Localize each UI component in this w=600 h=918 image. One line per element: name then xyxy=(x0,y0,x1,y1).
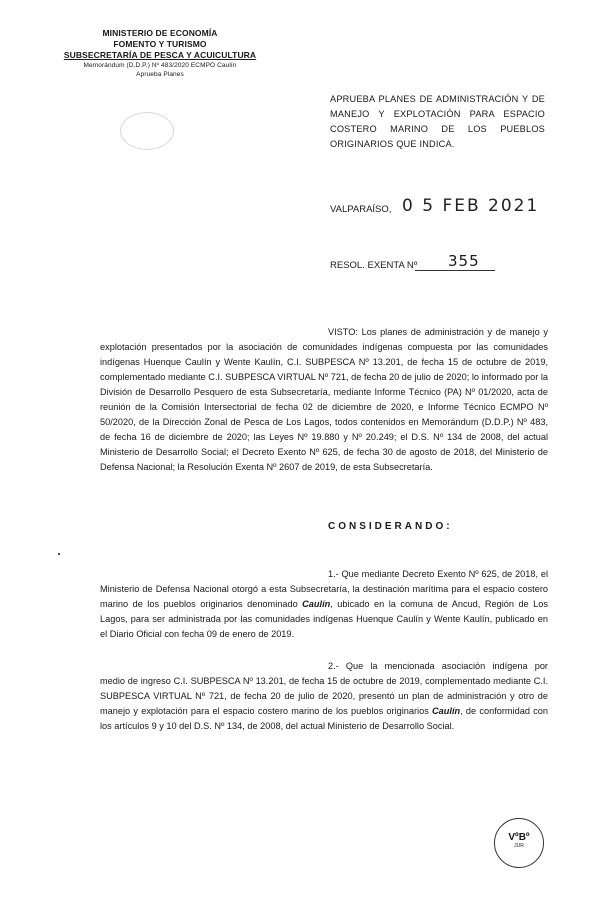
resolution-title: APRUEBA PLANES DE ADMINISTRACIÓN Y DE MANEJO Y EXPLOTACIÓN PARA ESPACIO COSTERO MARINO DE LOS PUEBLOS ORIGINARIOS QUE INDICA. xyxy=(330,94,545,149)
memo-reference: Memorándum (D.D.P.) Nº 483/2020 ECMPO Caulín xyxy=(83,62,237,69)
resolution-number xyxy=(330,252,550,276)
visto-lead: VISTO: xyxy=(328,327,358,337)
letterhead xyxy=(60,28,260,79)
considerando-heading: CONSIDERANDO: xyxy=(328,521,453,532)
ministry-line: MINISTERIO DE ECONOMÍA xyxy=(102,28,218,38)
considerando-1 xyxy=(100,567,548,642)
resolution-number-value: 355 xyxy=(448,252,480,270)
margin-mark xyxy=(58,553,60,555)
seal-sub: JUR xyxy=(514,843,524,849)
ministry-line-2: FOMENTO Y TURISMO xyxy=(113,39,207,49)
c2-text-b: , de conformidad con los artículos 9 y 10 del D.S. Nº 134, de 2008, del actual Ministerio de Desarrollo Social. xyxy=(100,706,548,731)
visto-paragraph xyxy=(100,325,548,475)
subsecretariat-line: SUBSECRETARÍA DE PESCA Y ACUICULTURA xyxy=(63,50,257,60)
c2-place-name: Caulín xyxy=(432,706,461,716)
c2-text-a: 2.- Que la mencionada asociación indígena por medio de ingreso C.I. SUBPESCA Nº 13.201, de fecha 15 de octubre de 2019, complementado mediante C.I. SUBPESCA VIRTUAL Nº 721, de fecha 20 de julio de 2020, presentó un plan de administración y otro de manejo y explotación para el espacio costero marino de los pueblos originarios xyxy=(100,661,548,716)
approval-seal xyxy=(494,818,544,868)
c1-text-b: , ubicado en la comuna de Ancud, Región de Los Lagos, para ser administrada por las comunidades indígenas Huenque Caulín y Wente Kaulín, publicado en el Diario Oficial con fecha 09 de enero de 2019. xyxy=(100,599,548,639)
date-stamp: 0 5 FEB 2021 xyxy=(402,196,540,216)
seal-vb: VºBº xyxy=(508,832,530,843)
visto-text: Los planes de administración y de manejo y explotación presentados por la asociación de comunidades indígenas compuesta por las comunidades indígenas Huenque Caulín y Wente Kaulín, C.I. SUBPESCA Nº 13.201, de fecha 15 de octubre de 2019, complementado mediante C.I. SUBPESCA VIRTUAL Nº 721, de fecha 20 de julio de 2020; lo informado por la División de Desarrollo Pesquero de esta Subsecretaría, mediante Informe Técnico (PA) Nº 01/2020, acta de reunión de la Comisión Intersectorial de fecha 02 de diciembre de 2020, e Informe Técnico ECMPO Nº 50/2020, de la Dirección Zonal de Pesca de Los Lagos, todos contenidos en Memorándum (D.D.P.) Nº 483, de fecha 16 de diciembre de 2020; las Leyes Nº 19.880 y Nº 20.249; el D.S. Nº 134 de 2008, del actual Ministerio de Desarrollo Social; el Decreto Exento Nº 625, de fecha 30 de agosto de 2018, del Ministerio de Defensa Nacional; la Resolución Exenta Nº 2607 de 2019, de esta Subsecretaría. xyxy=(100,327,548,472)
resolution-underline xyxy=(415,270,495,271)
c1-text-a: 1.- Que mediante Decreto Exento Nº 625, de 2018, el Ministerio de Defensa Nacional otorgó a esta Subsecretaría, la destinación marítima para el espacio costero marino de los pueblos originarios denominado xyxy=(100,569,548,609)
considerando-2 xyxy=(100,659,548,734)
place-label: VALPARAÍSO, xyxy=(330,204,392,215)
c1-place-name: Caulín xyxy=(302,599,331,609)
resolution-label: RESOL. EXENTA Nº xyxy=(330,260,418,271)
faint-stamp xyxy=(120,112,174,150)
place-date xyxy=(330,196,550,220)
memo-subject: Aprueba Planes xyxy=(136,71,184,78)
